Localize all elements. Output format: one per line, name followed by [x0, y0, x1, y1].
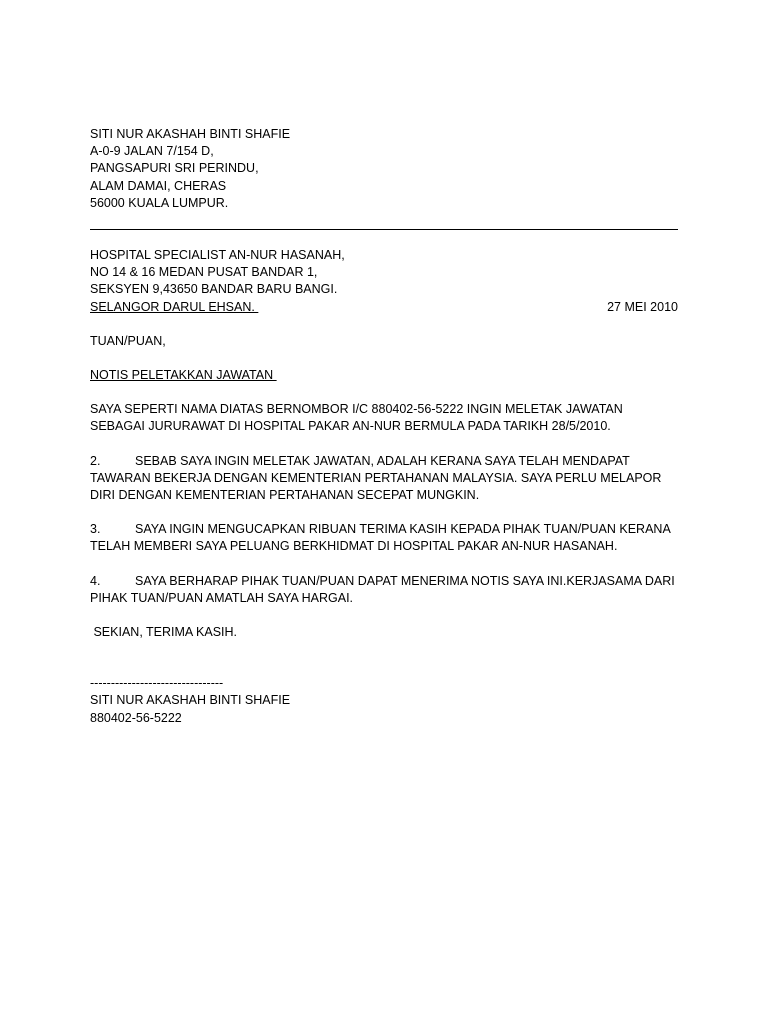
sender-address-line: PANGSAPURI SRI PERINDU,	[90, 161, 259, 176]
signature-block	[90, 675, 678, 727]
divider-line	[90, 229, 678, 230]
recipient-address-line: SEKSYEN 9,43650 BANDAR BARU BANGI.	[90, 282, 338, 297]
signature-line: --------------------------------	[90, 676, 224, 691]
paragraph-3	[90, 521, 678, 555]
letter-date: 27 MEI 2010	[607, 299, 678, 314]
paragraph-4	[90, 573, 678, 607]
sender-address-line: A-0-9 JALAN 7/154 D,	[90, 144, 214, 159]
paragraph-2	[90, 453, 678, 505]
sender-block	[90, 126, 678, 212]
letter-page	[90, 126, 678, 727]
paragraph-text: SAYA INGIN MENGUCAPKAN RIBUAN TERIMA KASIH KEPADA PIHAK TUAN/PUAN KERANA TELAH MEMBERI SAYA PELUANG BERKHIDMAT DI HOSPITAL PAKAR AN-NUR HASANAH.	[90, 522, 671, 554]
paragraph-1: SAYA SEPERTI NAMA DIATAS BERNOMBOR I/C 880402-56-5222 INGIN MELETAK JAWATAN SEBAGAI JURURAWAT DI HOSPITAL PAKAR AN-NUR BERMULA PADA TARIKH 28/5/2010.	[90, 402, 623, 434]
recipient-address-line: NO 14 & 16 MEDAN PUSAT BANDAR 1,	[90, 265, 318, 280]
paragraph-text: SAYA BERHARAP PIHAK TUAN/PUAN DAPAT MENERIMA NOTIS SAYA INI.KERJASAMA DARI PIHAK TUAN/PUAN AMATLAH SAYA HARGAI.	[90, 573, 675, 605]
paragraph-text: SEBAB SAYA INGIN MELETAK JAWATAN, ADALAH KERANA SAYA TELAH MENDAPAT TAWARAN BEKERJA DENGAN KEMENTERIAN PERTAHANAN MALAYSIA. SAYA PERLU MELAPOR DIRI DENGAN KEMENTERIAN PERTAHANAN SECEPAT MUNGKIN.	[90, 453, 662, 503]
paragraph-number: 3.	[90, 522, 101, 537]
paragraph-number: 4.	[90, 573, 101, 588]
sender-name: SITI NUR AKASHAH BINTI SHAFIE	[90, 127, 291, 141]
sender-address-line: 56000 KUALA LUMPUR.	[90, 195, 229, 210]
closing: SEKIAN, TERIMA KASIH.	[90, 625, 238, 640]
signature-name: SITI NUR AKASHAH BINTI SHAFIE	[90, 693, 291, 708]
recipient-block	[90, 247, 678, 316]
salutation: TUAN/PUAN,	[90, 333, 166, 348]
recipient-address-line: HOSPITAL SPECIALIST AN-NUR HASANAH,	[90, 248, 345, 263]
paragraph-number: 2.	[90, 453, 101, 468]
letter-subject: NOTIS PELETAKKAN JAWATAN	[90, 368, 277, 383]
state-date-row	[90, 299, 678, 316]
recipient-state: SELANGOR DARUL EHSAN.	[90, 299, 259, 314]
sender-address-line: ALAM DAMAI, CHERAS	[90, 178, 227, 193]
signature-ic: 880402-56-5222	[90, 710, 182, 725]
